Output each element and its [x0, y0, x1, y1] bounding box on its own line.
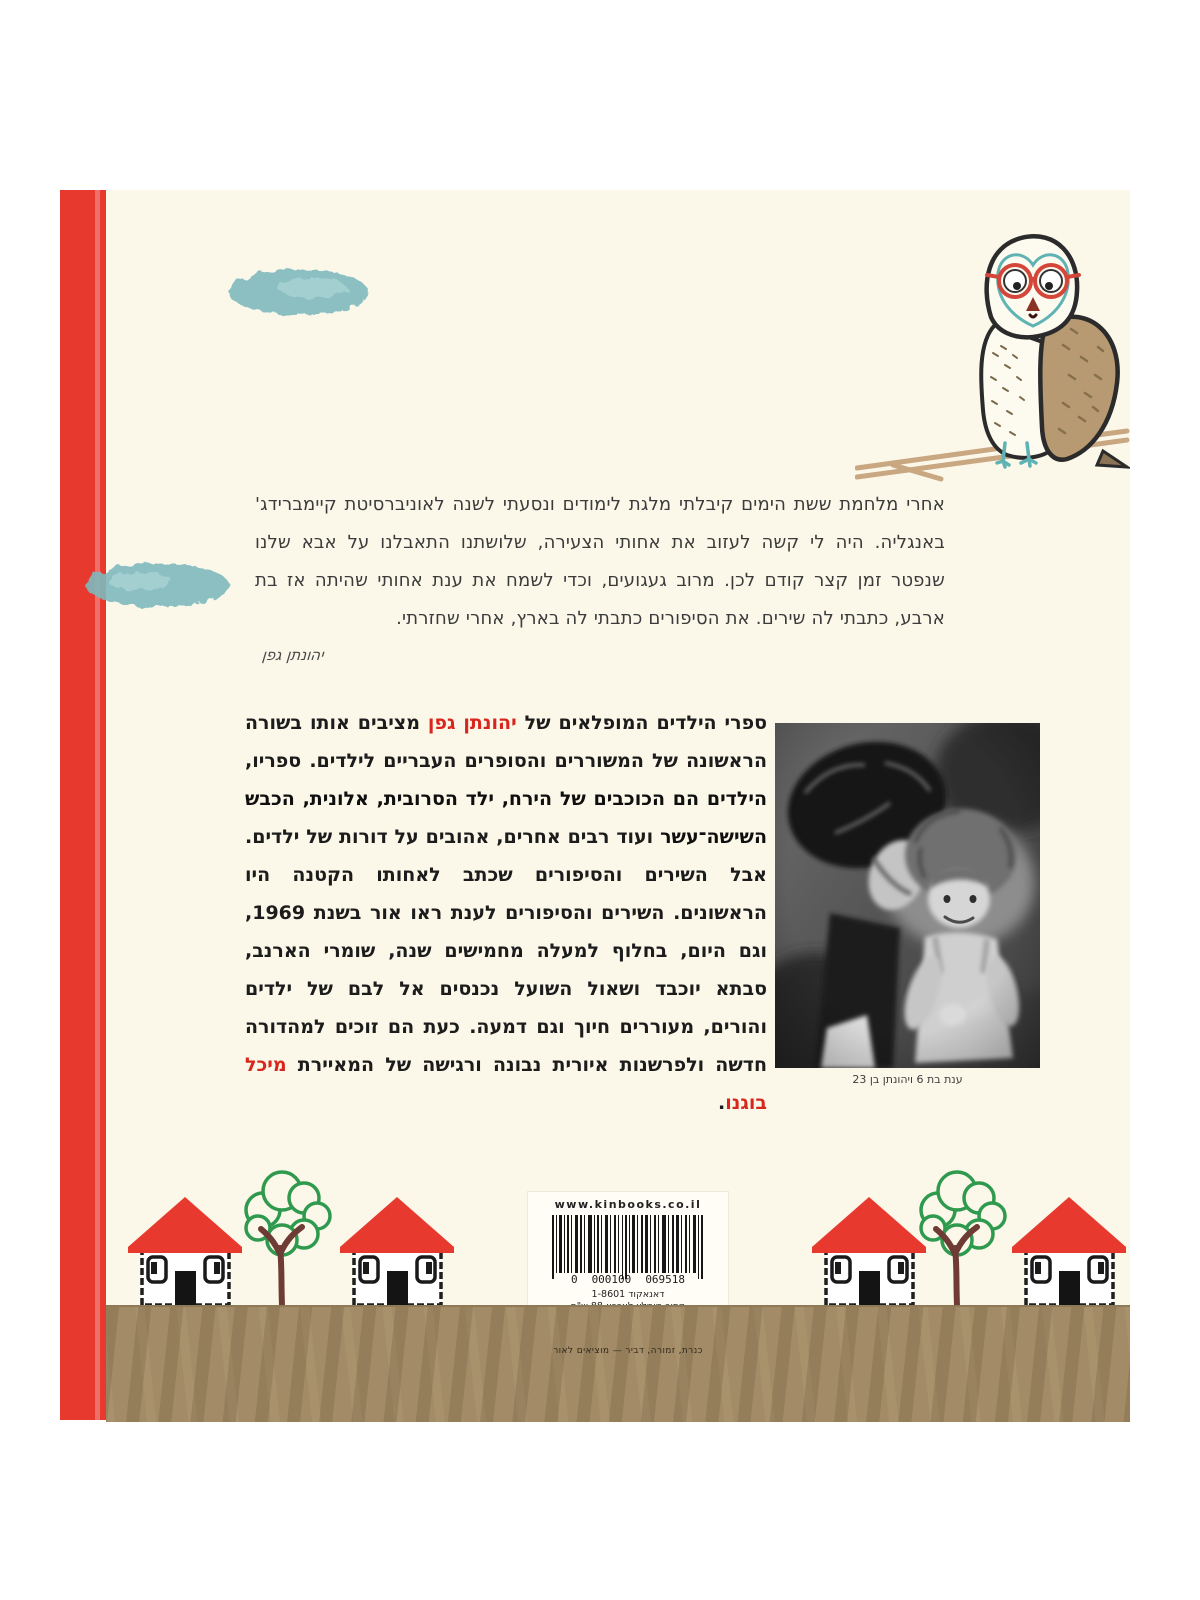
- publisher-credit: כנרת, זמורה, דביר — מוציאים לאור: [553, 1346, 703, 1356]
- barcode-digit-left: 0: [570, 1273, 578, 1286]
- cloud-icon: [222, 262, 374, 324]
- house-icon: [128, 1195, 243, 1307]
- book-spine: [60, 190, 106, 1420]
- book-titles-bold: הילדים הם הכוכבים של הירח, ילד הסרובית, אלונית, הכבש השישה־עשר: [245, 788, 767, 848]
- website-url: www.kinbooks.co.il: [554, 1198, 702, 1211]
- house-icon: [1012, 1195, 1127, 1307]
- about-text: .: [718, 1092, 726, 1114]
- tree-icon: [905, 1158, 1010, 1308]
- book-cover: [60, 190, 1130, 1420]
- author-name-highlight: יהונתן גפן: [427, 712, 517, 734]
- cloud-icon: [80, 556, 234, 616]
- owl-icon: [855, 225, 1130, 485]
- barcode-icon: [552, 1215, 704, 1279]
- intro-paragraph: אחרי מלחמת ששת הימים קיבלתי מלגת לימודים ונסעתי לשנה לאוניברסיטת קיימברידג' באנגליה. היה לי קשה לעזוב את אחותי הצעירה, שלושתנו התאבלנו על אבא שלנו שנפטר זמן קצר קודם לכן. מרוב געגועים, וכדי לשמח את ענת אחותי שהיתה אז בת ארבע, כתבתי לה שירים. את הסיפורים כתבתי לה בארץ, אחרי שחזרתי.: [255, 494, 945, 629]
- about-text: מציבים אותו בשורה הראשונה של המשוררים והסופרים העבריים לילדים. ספריו,: [245, 712, 767, 772]
- danacode-text: דאנאקוד 1-8601: [591, 1289, 665, 1300]
- photo-anat-and-yehonatan: [775, 723, 1040, 1068]
- about-paragraph: [245, 704, 767, 1122]
- about-text: ועוד רבים אחרים, אהובים על דורות של ילדים. אבל השירים והסיפורים שכתב לאחותו הקטנה היו הראשונים. השירים והסיפורים לענת ראו אור בשנת 1969, וגם היום, בחלוף למעלה מחמישים שנה, שומרי הארנב, סבתא יוכבד ושאול השועל נכנסים אל לבם של ילדים והורים, מעוררים חיוך וגם דמעה. כעת הם זוכים למהדורה חדשה ולפרשנות איורית נבונה ורגישה של המאיירת: [245, 826, 767, 1076]
- spine-crease: [95, 190, 100, 1420]
- author-signature: יהונתן גפן: [261, 646, 325, 664]
- photo-caption: ענת בת 6 ויהונתן בן 23: [852, 1073, 963, 1086]
- about-text: ספרי הילדים המופלאים של: [516, 712, 767, 734]
- tree-icon: [230, 1158, 335, 1308]
- ground-band: [106, 1305, 1130, 1422]
- barcode-digits-group2: 069518: [645, 1273, 686, 1286]
- house-icon: [340, 1195, 455, 1307]
- barcode-digits-group1: 000100: [591, 1273, 632, 1286]
- illustrator-name-highlight: מיכל בוגנו: [245, 1054, 767, 1114]
- barcode-digits: [571, 1273, 685, 1286]
